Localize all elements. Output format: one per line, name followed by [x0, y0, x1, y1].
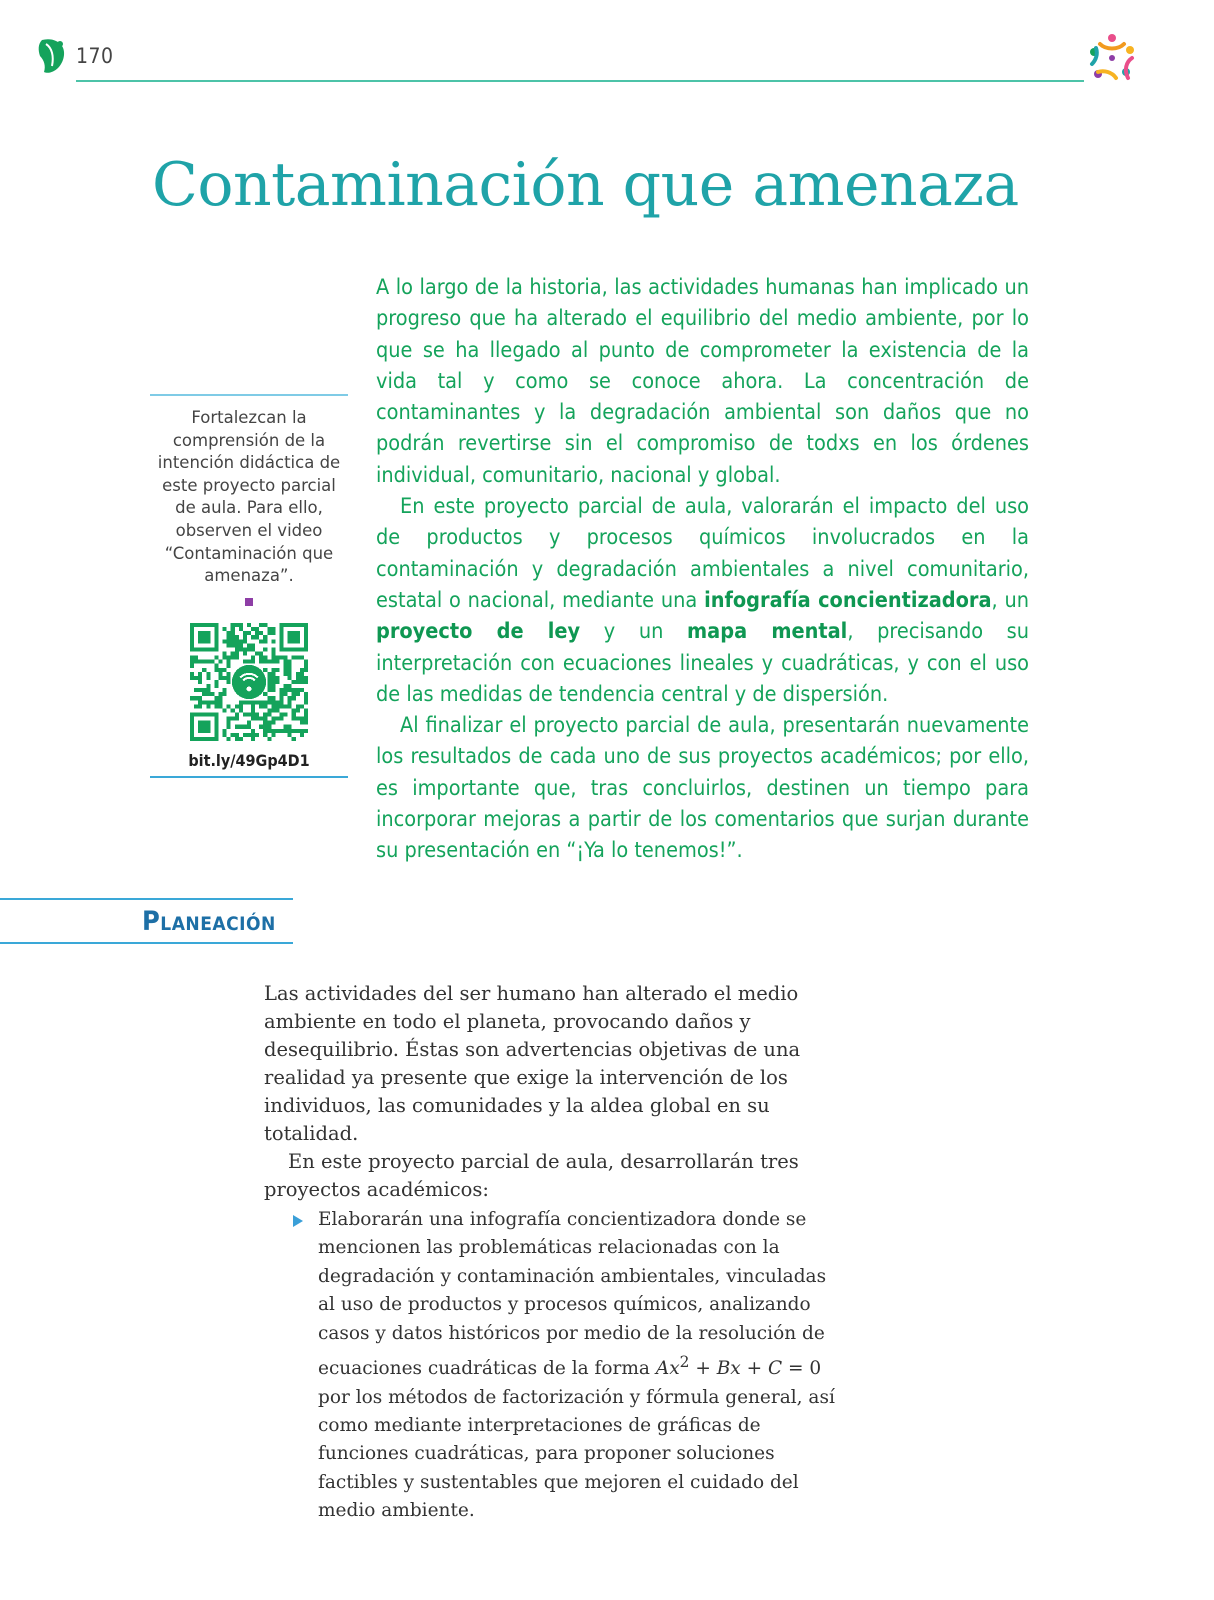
bullet-text: Elaborarán una infografía concientizadora donde se mencionen las problemáticas relacionadas con la degradación y contaminación ambientales, vinculadas al uso de productos y procesos químicos, analizando casos y datos históricos por medio de la resolución de ecuaciones cuadráticas de la forma	[318, 1209, 827, 1380]
intro-p2-text: , precisando su interpretación con ecuaciones lineales y cuadráticas, y con el uso de las medidas de tendencia central y de dispersión.	[376, 619, 1030, 707]
people-circle-logo-icon	[1086, 32, 1138, 84]
projects-list	[264, 1206, 854, 1526]
equation-equals: = 0	[782, 1358, 822, 1380]
qr-code-icon[interactable]	[190, 623, 308, 741]
sidebar-end-marker	[245, 598, 253, 606]
equation-exponent: 2	[679, 1353, 690, 1372]
triangle-bullet-icon	[293, 1215, 303, 1227]
keyword-infographic: infografía concientizadora	[704, 587, 992, 613]
section-rule-bottom	[0, 942, 293, 944]
intro-p2-text: y un	[580, 619, 688, 645]
keyword-bill: proyecto de ley	[376, 619, 581, 645]
intro-paragraph-3: Al finalizar el proyecto parcial de aula, presentarán nuevamente los resultados de cada uno de sus proyectos académicos; por ello, es importante que, tras concluirlos, destinen un tiempo para incorporar mejoras a partir de los comentarios que surjan durante su presentación en “¡Ya lo tenemos!”.	[376, 713, 1029, 864]
page-number: 170	[76, 44, 114, 68]
bullet-text: por los métodos de factorización y fórmula general, así como mediante interpretaciones de gráficas de funciones cuadráticas, para proponer soluciones factibles y sustentables que mejoren el cuidado del medio ambiente.	[318, 1386, 835, 1522]
leaf-logo-icon	[36, 36, 68, 76]
header-rule	[76, 80, 1084, 82]
equation-plus: +	[740, 1358, 768, 1380]
intro-p2-text: , un	[991, 587, 1029, 613]
section-heading: Planeación	[142, 906, 276, 937]
intro-text	[376, 272, 1029, 867]
list-item	[264, 1206, 838, 1526]
intro-p2-text: En este proyecto parcial de aula, valorarán el impacto del uso de productos y procesos químicos involucrados en la contaminación y degradación ambientales a nivel comunitario, estatal o nacional, mediante una	[376, 494, 1029, 613]
planning-paragraph-2: En este proyecto parcial de aula, desarrollarán tres proyectos académicos:	[264, 1150, 799, 1201]
sidebar-note: Fortalezcan la comprensión de la intención didáctica de este proyecto parcial de aula. Para ello, observen el video “Contaminación que amenaza”.	[157, 408, 341, 586]
equation-plus: +	[689, 1358, 717, 1380]
equation-ax: Ax	[655, 1358, 680, 1380]
sidebar-bottom-rule	[150, 776, 348, 778]
section-rule-top	[0, 898, 293, 900]
keyword-mind-map: mapa mental	[687, 619, 848, 645]
planning-paragraph-1: Las actividades del ser humano han alterado el medio ambiente en todo el planeta, provocando daños y desequilibrio. Éstas son advertencias objetivas de una realidad ya presente que exige la intervención de los individuos, las comunidades y la aldea global en su totalidad.	[264, 982, 801, 1145]
intro-paragraph-1: A lo largo de la historia, las actividades humanas han implicado un progreso que ha alterado el equilibrio del medio ambiente, por lo que se ha llegado al punto de comprometer la existencia de la vida tal y como se conoce ahora. La concentración de contaminantes y la degradación ambiental son daños que no podrán revertirse sin el compromiso de todxs en los órdenes individual, comunitario, nacional y global.	[376, 275, 1029, 488]
video-link[interactable]: bit.ly/49Gp4D1	[188, 751, 310, 770]
page-title: Contaminación que amenaza	[152, 150, 1019, 220]
planning-text	[264, 980, 854, 1526]
sidebar-top-rule	[150, 394, 348, 396]
equation-bx: Bx	[716, 1358, 741, 1380]
intro-paragraph-2	[376, 491, 1029, 710]
equation-c: C	[768, 1358, 783, 1380]
